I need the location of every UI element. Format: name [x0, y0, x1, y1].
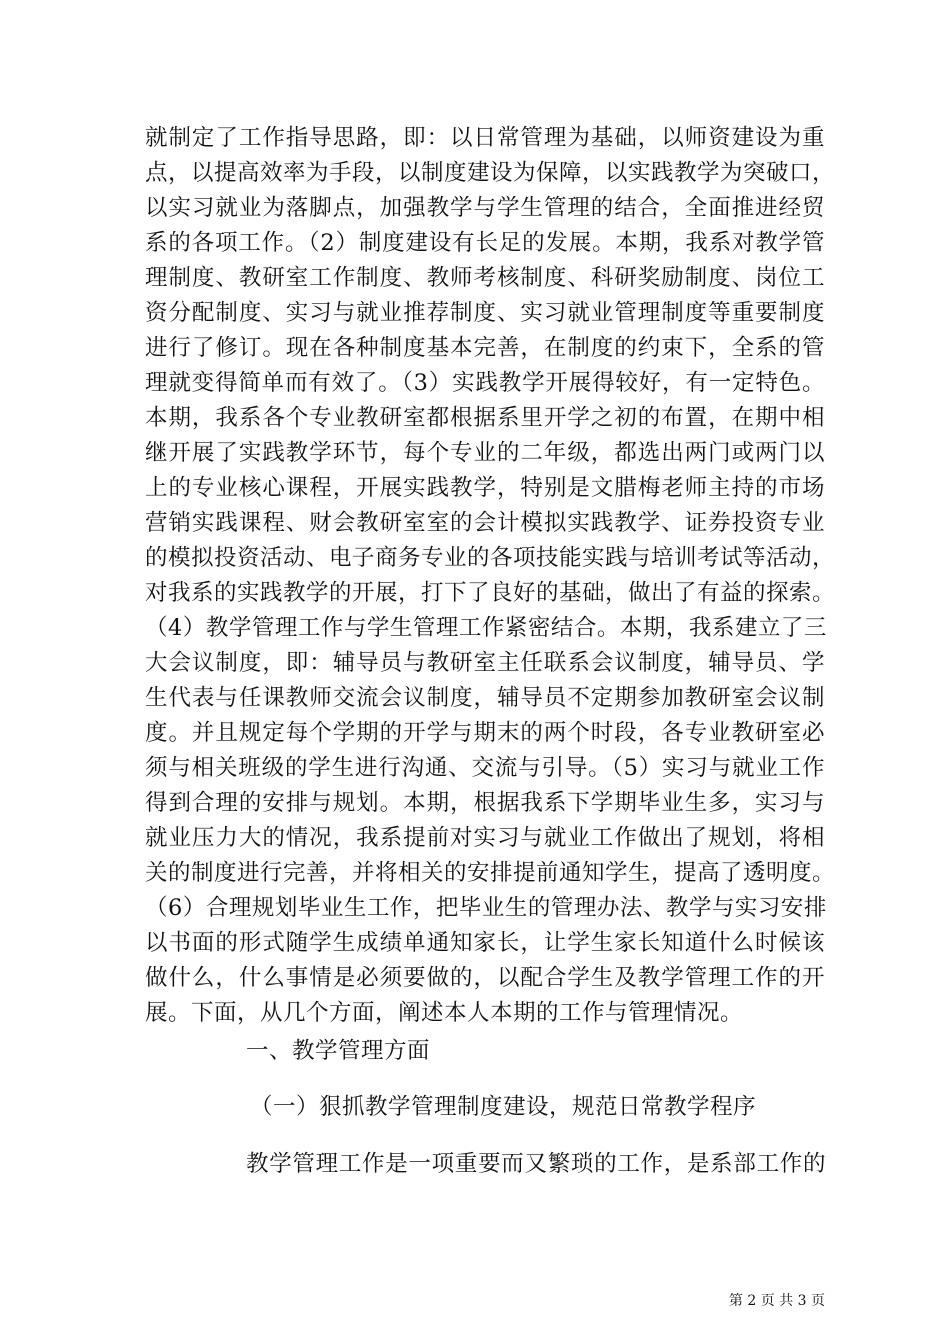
text-line: 进行了修订。现在各种制度基本完善，在制度的约束下，全系的管 [145, 335, 825, 361]
text-line: 对我系的实践教学的开展，打下了良好的基础，做出了有益的探索。 [145, 580, 836, 606]
text-line: 的模拟投资活动、电子商务专业的各项技能实践与培训考试等活动， [145, 545, 836, 571]
text-line: 得到合理的安排与规划。本期，根据我系下学期毕业生多，实习与 [145, 790, 825, 816]
text-line: 展。下面，从几个方面，阐述本人本期的工作与管理情况。 [145, 1000, 744, 1026]
text-line: 上的专业核心课程，开展实践教学，特别是文腊梅老师主持的市场 [145, 475, 825, 501]
text-line: 理制度、教研室工作制度、教师考核制度、科研奖励制度、岗位工 [145, 265, 825, 291]
section-heading: 一、教学管理方面 [246, 1038, 431, 1064]
text-line: 以实习就业为落脚点，加强教学与学生管理的结合，全面推进经贸 [145, 195, 825, 221]
text-line: 须与相关班级的学生进行沟通、交流与引导。（5）实习与就业工作 [145, 755, 825, 781]
text-line: 本期，我系各个专业教研室都根据系里开学之初的布置，在期中相 [145, 405, 825, 431]
text-line: 度。并且规定每个学期的开学与期末的两个时段，各专业教研室必 [145, 720, 825, 746]
page-number-footer: 第 2 页 共 3 页 [728, 1293, 825, 1309]
text-line: 理就变得简单而有效了。（3）实践教学开展得较好，有一定特色。 [145, 370, 825, 396]
subsection-heading: （一）狠抓教学管理制度建设，规范日常教学程序 [250, 1094, 757, 1120]
text-line: 营销实践课程、财会教研室室的会计模拟实践教学、证券投资专业 [145, 510, 825, 536]
text-line: 做什么，什么事情是必须要做的，以配合学生及教学管理工作的开 [145, 965, 825, 991]
text-line: 系的各项工作。（2）制度建设有长足的发展。本期，我系对教学管 [145, 230, 825, 256]
text-line: 大会议制度，即：辅导员与教研室主任联系会议制度，辅导员、学 [145, 650, 825, 676]
text-line: （6）合理规划毕业生工作，把毕业生的管理办法、教学与实习安排 [145, 895, 827, 921]
text-line: 继开展了实践教学环节，每个专业的二年级，都选出两门或两门以 [145, 440, 825, 466]
text-line: 就业压力大的情况，我系提前对实习与就业工作做出了规划，将相 [145, 825, 825, 851]
text-line: 就制定了工作指导思路，即：以日常管理为基础，以师资建设为重 [145, 125, 825, 151]
text-line: 关的制度进行完善，并将相关的安排提前通知学生，提高了透明度。 [145, 860, 836, 886]
text-line: 生代表与任课教师交流会议制度，辅导员不定期参加教研室会议制 [145, 685, 825, 711]
text-line: （4）教学管理工作与学生管理工作紧密结合。本期，我系建立了三 [145, 615, 827, 641]
text-line: 资分配制度、实习与就业推荐制度、实习就业管理制度等重要制度 [145, 300, 825, 326]
text-line: 点，以提高效率为手段，以制度建设为保障，以实践教学为突破口， [145, 160, 836, 186]
text-line: 以书面的形式随学生成绩单通知家长，让学生家长知道什么时候该 [145, 930, 825, 956]
body-paragraph-2-start: 教学管理工作是一项重要而又繁琐的工作，是系部工作的 [246, 1151, 826, 1177]
